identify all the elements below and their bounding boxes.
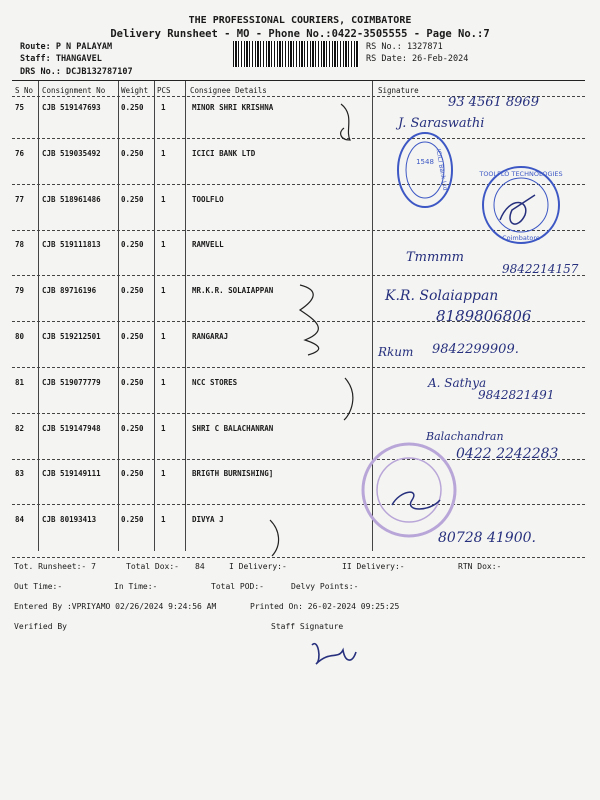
runsheet-subtitle: Delivery Runsheet - MO - Phone No.:0422-3505555 - Page No.:7: [110, 28, 490, 40]
stamp-signature: [392, 492, 440, 509]
row-sno: 82: [15, 424, 25, 433]
signature-scribble: [270, 520, 279, 556]
row-pcs: 1: [161, 469, 166, 478]
staff-field: Staff: THANGAVEL: [20, 54, 102, 64]
row-cno: CJB 80193413: [42, 515, 97, 524]
handwritten-phone: 80728 41900.: [438, 530, 536, 546]
entered-by: Entered By :VPRIYAMO 02/26/2024 9:24:56 AM: [14, 602, 217, 611]
col-pcs: PCS: [157, 86, 171, 95]
row-sno: 76: [15, 149, 25, 158]
row-sno: 77: [15, 195, 25, 204]
total-dox-label: Total Dox:-: [126, 562, 179, 571]
staff-signature: [312, 644, 356, 664]
row-pcs: 1: [161, 515, 166, 524]
signature-scribble: [300, 285, 319, 355]
icici-bank-stamp: [398, 133, 452, 207]
row-consignee: TOOLFLO: [192, 195, 224, 204]
handwritten-name: A. Sathya: [428, 376, 487, 390]
row-sno: 79: [15, 286, 25, 295]
col-signature: Signature: [378, 86, 419, 95]
total-runsheet: Tot. Runsheet:- 7: [14, 562, 96, 571]
row-consignee: NCC STORES: [192, 378, 238, 387]
staff-signature-label: Staff Signature: [271, 622, 344, 631]
row-cno: CJB 89716196: [42, 286, 97, 295]
row-cno: CJB 519149111: [42, 469, 101, 478]
row-pcs: 1: [161, 378, 166, 387]
row-consignee: RAMVELL: [192, 240, 224, 249]
ii-delivery-label: II Delivery:-: [342, 562, 405, 571]
col-consignee: Consignee Details: [190, 86, 267, 95]
toolflo-stamp-text: TOOLFLO TECHNOLOGIES: [479, 170, 563, 178]
row-cno: CJB 519111813: [42, 240, 101, 249]
row-weight: 0.250: [121, 240, 144, 249]
handwritten-phone: 8189806806: [436, 307, 532, 325]
signature-scribble: [344, 378, 353, 420]
handwritten-phone: 9842821491: [478, 388, 555, 402]
row-cno: CJB 519077779: [42, 378, 101, 387]
in-time: In Time:-: [114, 582, 158, 591]
route-field: Route: P N PALAYAM: [20, 42, 113, 52]
toolflo-stamp-city: Coimbatore: [502, 234, 540, 242]
row-weight: 0.250: [121, 469, 144, 478]
row-weight: 0.250: [121, 332, 144, 341]
row-weight: 0.250: [121, 103, 144, 112]
drs-field: DRS No.: DCJB132787107: [20, 67, 133, 77]
row-consignee: RANGARAJ: [192, 332, 229, 341]
row-sno: 80: [15, 332, 25, 341]
row-pcs: 1: [161, 149, 166, 158]
rtn-dox-label: RTN Dox:-: [458, 562, 502, 571]
icici-stamp-text: ICICI Bank Ltd: [434, 148, 449, 192]
row-pcs: 1: [161, 332, 166, 341]
printed-on: Printed On: 26-02-2024 09:25:25: [250, 602, 400, 611]
col-weight: Weight: [121, 86, 149, 95]
total-pod: Total POD:-: [211, 582, 264, 591]
row-consignee: SHRI C BALACHANRAN: [192, 424, 274, 433]
row-weight: 0.250: [121, 149, 144, 158]
row-cno: CJB 519212501: [42, 332, 101, 341]
handwritten-name: J. Saraswathi: [398, 116, 485, 131]
rs-number: RS No.: 1327871: [366, 42, 443, 52]
row-sno: 83: [15, 469, 25, 478]
handwritten-name: Tmmmm: [406, 250, 464, 265]
handwritten-phone: 0422 2242283: [456, 446, 559, 462]
row-pcs: 1: [161, 195, 166, 204]
row-sno: 81: [15, 378, 25, 387]
row-pcs: 1: [161, 286, 166, 295]
icici-stamp-code: 1548: [416, 158, 434, 166]
handwritten-phone: 9842299909.: [432, 342, 519, 357]
faded-stamp: [363, 444, 455, 536]
row-sno: 75: [15, 103, 25, 112]
row-consignee: MR.K.R. SOLAIAPPAN: [192, 286, 274, 295]
row-weight: 0.250: [121, 378, 144, 387]
handwritten-name: Balachandran: [426, 430, 504, 443]
handwritten-name: Rkum: [378, 345, 414, 359]
company-title: THE PROFESSIONAL COURIERS, COIMBATORE: [188, 15, 412, 26]
row-consignee: BRIGTH BURNISHING]: [192, 469, 274, 478]
col-sno: S No: [15, 86, 34, 95]
row-weight: 0.250: [121, 424, 144, 433]
row-consignee: MINOR SHRI KRISHNA: [192, 103, 274, 112]
row-cno: CJB 519147693: [42, 103, 101, 112]
row-cno: CJB 519035492: [42, 149, 101, 158]
handwritten-phone: 93 4561 8969: [448, 95, 539, 110]
handwritten-name: K.R. Solaiappan: [385, 288, 499, 304]
out-time: Out Time:-: [14, 582, 63, 591]
row-pcs: 1: [161, 240, 166, 249]
row-pcs: 1: [161, 424, 166, 433]
delivery-points: Delvy Points:-: [291, 582, 359, 591]
handwritten-phone: 9842214157: [502, 262, 579, 276]
row-consignee: ICICI BANK LTD: [192, 149, 256, 158]
verified-by: Verified By: [14, 622, 67, 631]
row-sno: 84: [15, 515, 25, 524]
row-pcs: 1: [161, 103, 166, 112]
row-cno: CJB 518961486: [42, 195, 101, 204]
row-consignee: DIVYA J: [192, 515, 224, 524]
signature-scribble: [341, 104, 350, 140]
i-delivery-label: I Delivery:-: [229, 562, 287, 571]
row-weight: 0.250: [121, 195, 144, 204]
total-dox-value: 84: [195, 562, 205, 571]
col-consignment: Consignment No: [42, 86, 106, 95]
row-sno: 78: [15, 240, 25, 249]
row-cno: CJB 519147948: [42, 424, 101, 433]
row-weight: 0.250: [121, 515, 144, 524]
row-weight: 0.250: [121, 286, 144, 295]
rs-date: RS Date: 26-Feb-2024: [366, 54, 469, 64]
toolflo-signature: [500, 195, 535, 224]
